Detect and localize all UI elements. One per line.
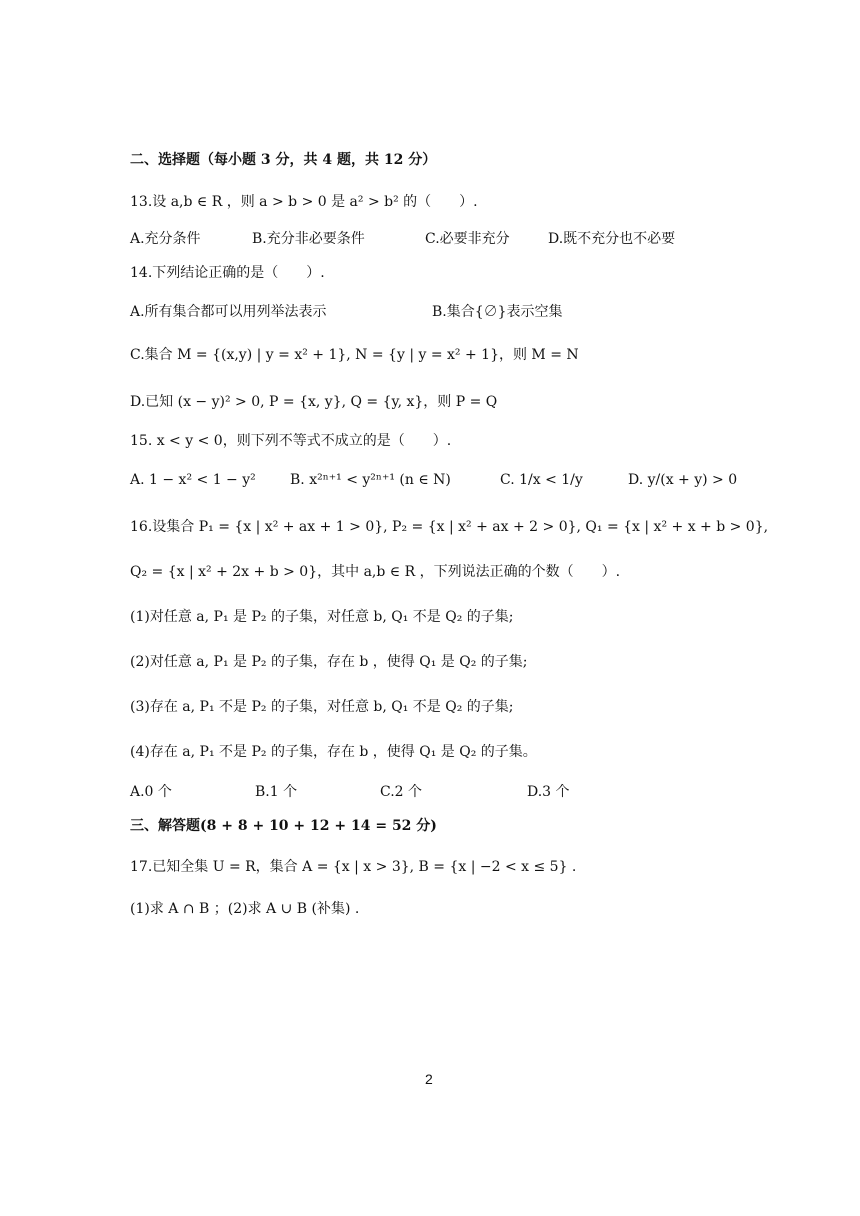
section-heading-answer: 三、解答题(8 + 8 + 10 + 12 + 14 = 52 分) <box>130 818 437 834</box>
page-number: 2 <box>425 1071 433 1087</box>
q16-statement-3: (3)存在 a, P₁ 不是 P₂ 的子集，对任意 b, Q₁ 不是 Q₂ 的子集; <box>130 699 514 715</box>
q14-option-b: B.集合{∅}表示空集 <box>432 304 563 320</box>
q16-option-a: A.0 个 <box>130 784 172 800</box>
question-15-stem: 15. x < y < 0，则下列不等式不成立的是（ ）. <box>130 433 452 449</box>
q15-option-c: C. 1/x < 1/y <box>500 472 583 488</box>
q16-statement-2: (2)对任意 a, P₁ 是 P₂ 的子集，存在 b ，使得 Q₁ 是 Q₂ 的子集; <box>130 654 528 670</box>
section-heading-choice: 二、选择题（每小题 3 分，共 4 题，共 12 分） <box>130 152 437 168</box>
q13-option-a: A.充分条件 <box>130 231 201 247</box>
q13-option-b: B.充分非必要条件 <box>252 231 365 247</box>
question-17-stem: 17.已知全集 U = R，集合 A = {x | x > 3}, B = {x | −2 < x ≤ 5} . <box>130 859 577 875</box>
q16-statement-4: (4)存在 a, P₁ 不是 P₂ 的子集，存在 b ，使得 Q₁ 是 Q₂ 的子集。 <box>130 744 537 760</box>
q15-option-a: A. 1 − x² < 1 − y² <box>130 472 256 488</box>
q15-option-b: B. x²ⁿ⁺¹ < y²ⁿ⁺¹ (n ∈ N) <box>290 472 451 488</box>
q14-option-c: C.集合 M = {(x,y) | y = x² + 1}, N = {y | y = x² + 1}，则 M = N <box>130 347 579 363</box>
q15-option-d: D. y/(x + y) > 0 <box>628 472 738 488</box>
q16-option-c: C.2 个 <box>380 784 423 800</box>
question-16-stem-line1: 16.设集合 P₁ = {x | x² + ax + 1 > 0}, P₂ = {x | x² + ax + 2 > 0}, Q₁ = {x | x² + x + b > 0}, <box>130 519 769 535</box>
question-16-stem-line2: Q₂ = {x | x² + 2x + b > 0}，其中 a,b ∈ R ，下列说法正确的个数（ ）. <box>130 564 621 580</box>
q14-option-a: A.所有集合都可以用列举法表示 <box>130 304 327 320</box>
q16-statement-1: (1)对任意 a, P₁ 是 P₂ 的子集，对任意 b, Q₁ 不是 Q₂ 的子集; <box>130 609 514 625</box>
q14-option-d: D.已知 (x − y)² > 0, P = {x, y}, Q = {y, x}，则 P = Q <box>130 394 498 410</box>
q16-option-b: B.1 个 <box>255 784 298 800</box>
q13-option-d: D.既不充分也不必要 <box>548 231 676 247</box>
question-13-stem: 13.设 a,b ∈ R ，则 a > b > 0 是 a² > b² 的（ ）. <box>130 194 478 210</box>
question-17-parts: (1)求 A ∩ B ；(2)求 A ∪ B (补集) . <box>130 901 360 917</box>
q16-option-d: D.3 个 <box>527 784 570 800</box>
question-14-stem: 14.下列结论正确的是（ ）. <box>130 265 325 281</box>
q13-option-c: C.必要非充分 <box>425 231 510 247</box>
